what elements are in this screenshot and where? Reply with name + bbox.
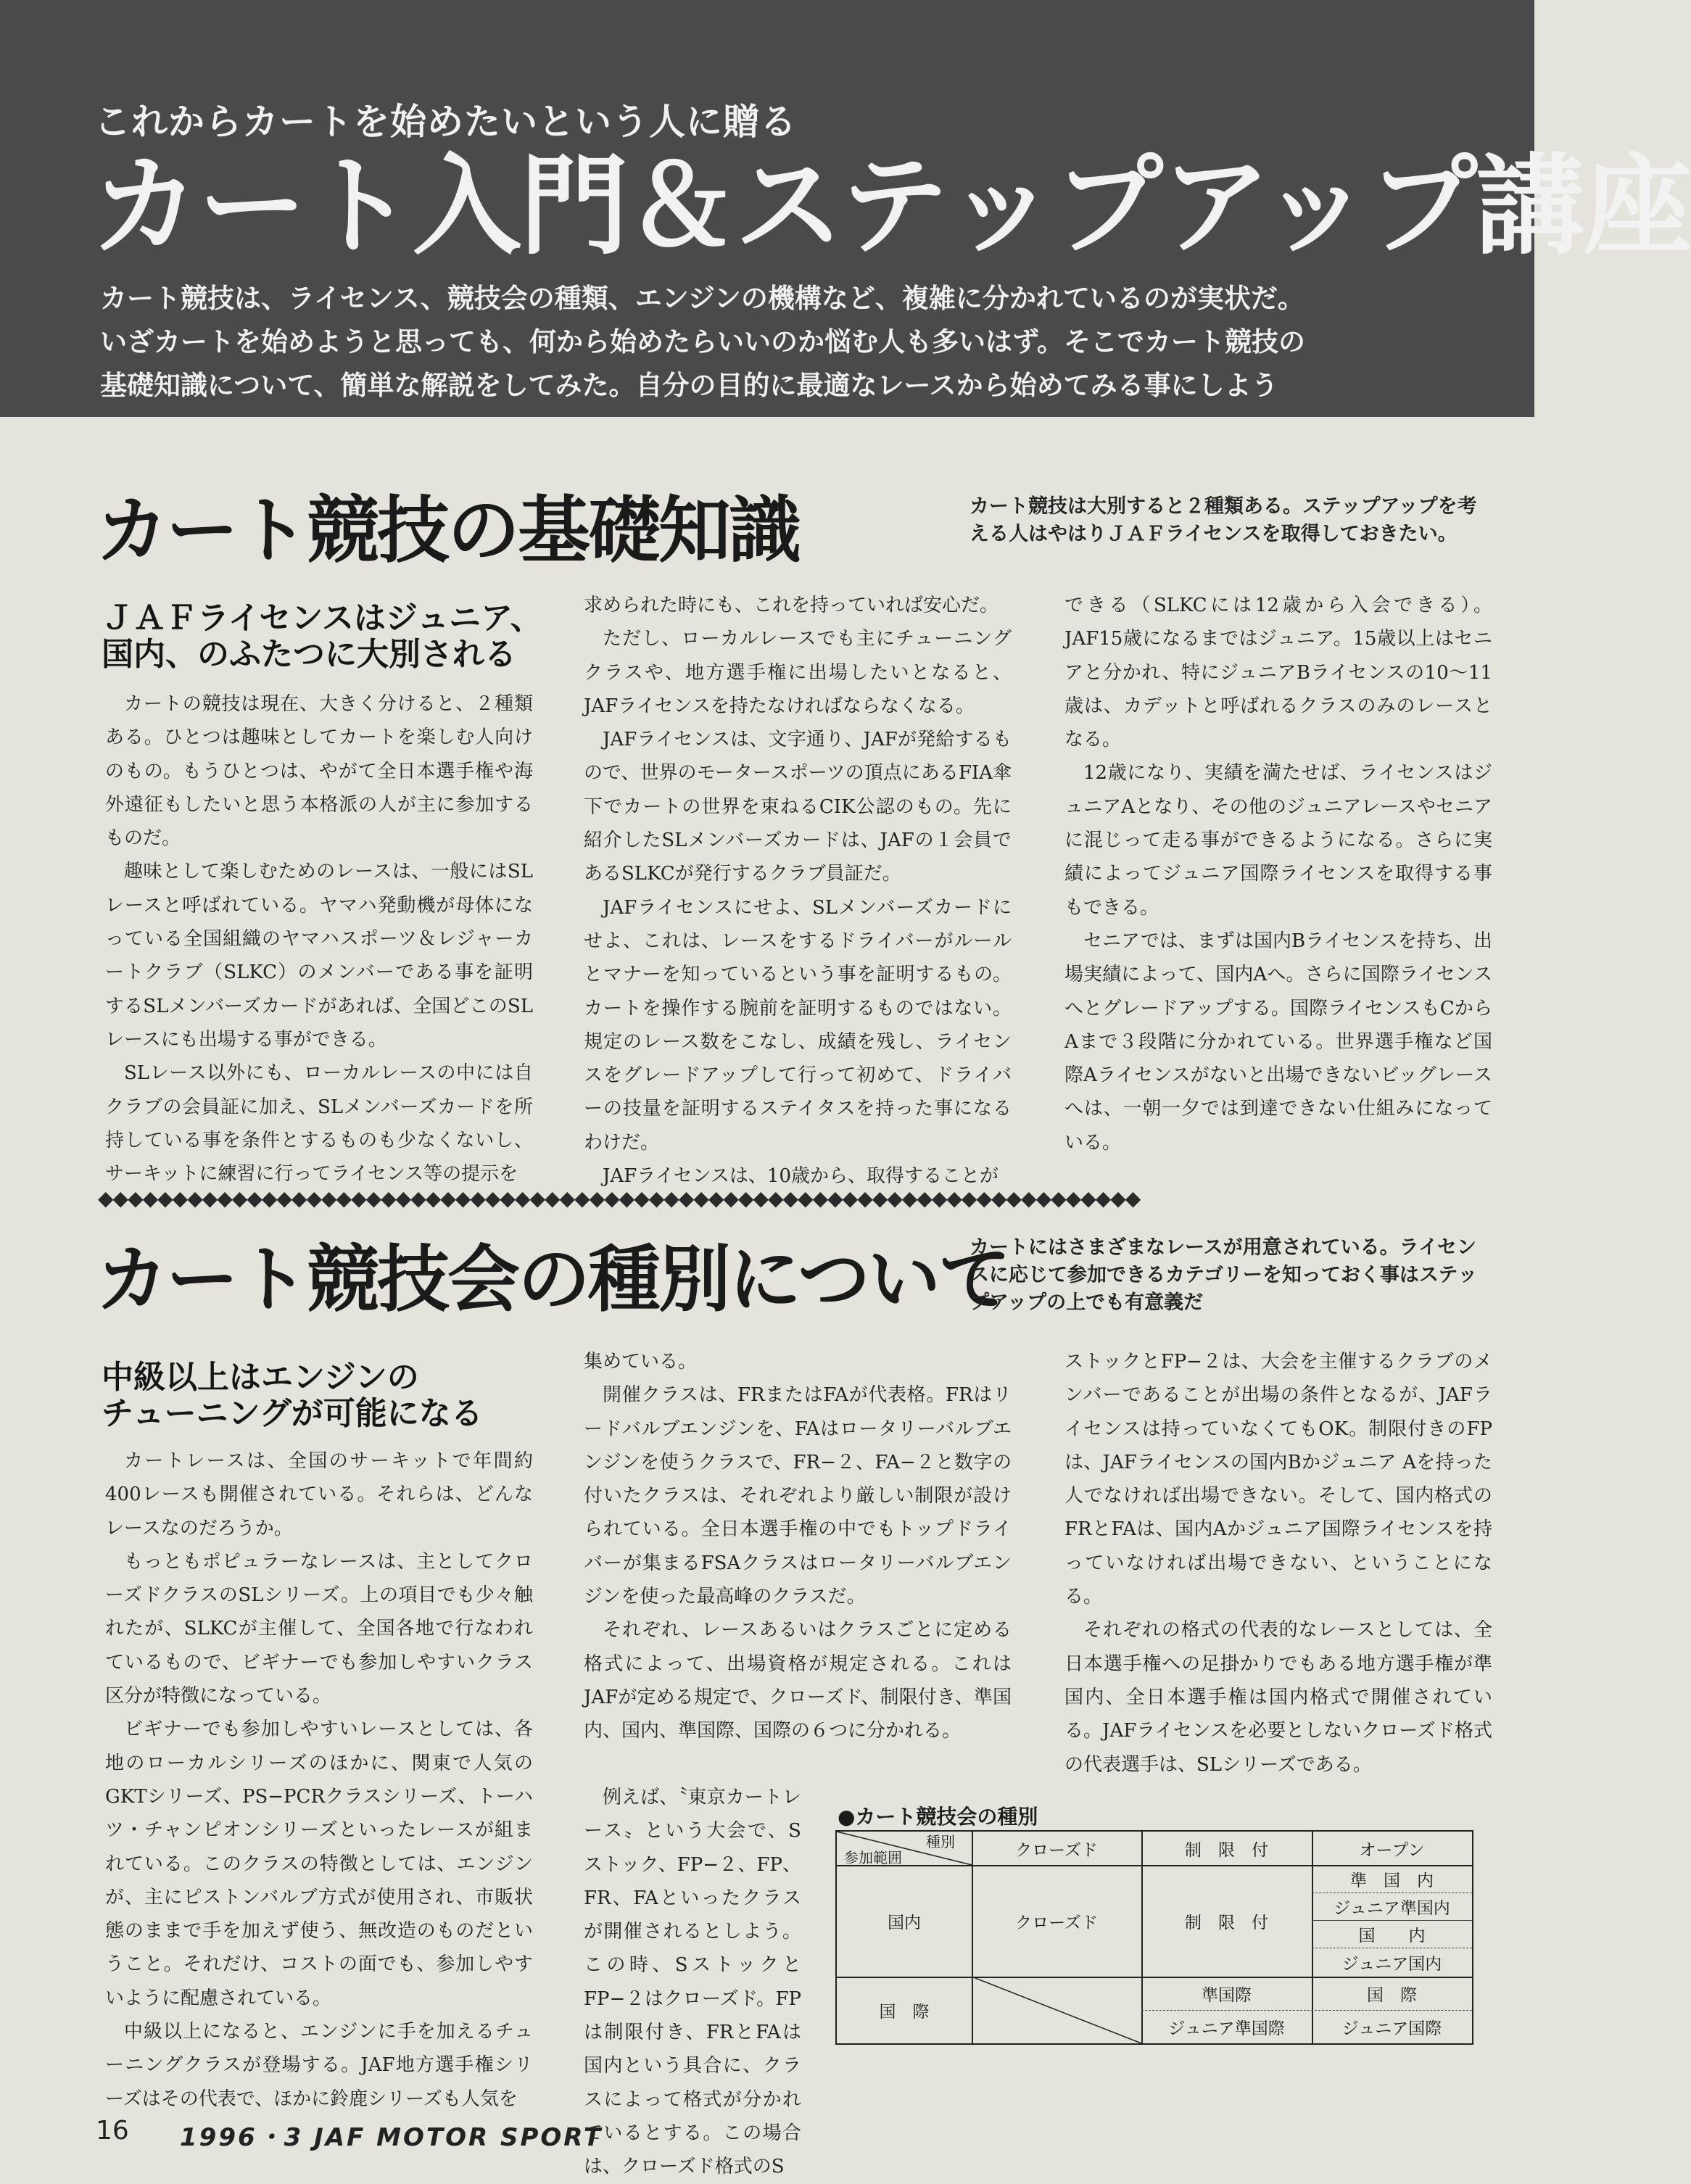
header-banner [0, 0, 1691, 417]
kicker: これからカートを始めたいという人に贈る [94, 101, 797, 143]
section2-column-3 [1064, 1345, 1492, 1776]
paragraph: 集めている。 [584, 1351, 698, 1373]
section2-note: カートにはさまざまなレースが用意されている。ライセンスに応じて参加できるカテゴリーを知っておく事はステップアップの上でも有意義だ [969, 1236, 1478, 1314]
section1-note: カート競技は大別すると２種類ある。ステップアップを考える人はやはりＪＡＦライセンスを取得しておきたい。 [969, 495, 1477, 545]
subhead-line: ＪＡＦライセンスはジュニア、 [102, 600, 542, 637]
cell-open-junior-domestic: ジュニア国内 [1341, 1954, 1442, 1974]
cell-open-semi-domestic: 準 国 内 [1350, 1871, 1434, 1890]
section2-subhead [102, 1360, 483, 1432]
lead-line: 基礎知識について、簡単な解説をしてみた。自分の目的に最適なレースから始めてみる事にしよう [100, 370, 1278, 401]
header-closed: クローズド [1015, 1840, 1098, 1860]
paragraph: 中級以上になると、エンジンに手を加えるチューニングクラスが登場する。JAF地方選手権シリーズはその代表で、ほかに鈴鹿シリーズも人気を [105, 2021, 533, 2110]
cell-open-domestic: 国 内 [1358, 1926, 1426, 1945]
corner-label-scope: 参加範囲 [844, 1848, 902, 1866]
section1-column-2 [584, 589, 1012, 1188]
paragraph: 開催クラスは、FRまたはFAが代表格。FRはリードバルブエンジンを、FAはロータリーバルブエンジンを使うクラスで、FR−２、FA−２と数字の付いたクラスは、それぞれより厳しい制限が設けられている。全日本選手権の中でもトップドライバーが集まるFSAクラスはロータリーバルブエンジンを使った最高峰のクラスだ。 [584, 1384, 1012, 1608]
section2-column-2 [584, 1345, 1012, 1780]
competition-type-table [835, 1830, 1473, 2045]
subhead-line: 国内、のふたつに大別される [102, 636, 516, 673]
paragraph: ストックとFP−２は、大会を主催するクラブのメンバーであることが出場の条件となるが、JAFライセンスは持っていなくてもOK。制限付きのFPは、JAFライセンスの国内Bかジュニア Aを持った人でなければ出場できない。そして、国内格式のFRとFAは、国内Aかジュニア国際ライセンスを持っていなければ出場できない、ということになる。 [1064, 1351, 1492, 1608]
paragraph: カートの競技は現在、大きく分けると、２種類ある。ひとつは趣味としてカートを楽しむ人向けのもの。もうひとつは、やがて全日本選手権や海外遠征もしたいと思う本格派の人が主に参加するものだ。 [105, 693, 533, 850]
paragraph: それぞれの格式の代表的なレースとしては、全日本選手権への足掛かりでもある地方選手権が準国内、全日本選手権は国内格式で開催されている。JAFライセンスを必要としないクローズド格式の代表選手は、SLシリーズである。 [1064, 1619, 1492, 1776]
paragraph: それぞれ、レースあるいはクラスごとに定める格式によって、出場資格が規定される。これはJAFが定める規定で、クローズド、制限付き、準国内、国内、準国際、国際の６つに分かれる。 [584, 1619, 1012, 1742]
corner-label-type: 種別 [926, 1832, 955, 1850]
section1-column-3 [1064, 589, 1492, 1154]
section2-column-1 [105, 1444, 533, 2110]
closed-international-diagonal [972, 1977, 1141, 2043]
diamond-divider: ◆◆◆◆◆◆◆◆◆◆◆◆◆◆◆◆◆◆◆◆◆◆◆◆◆◆◆◆◆◆◆◆◆◆◆◆◆◆◆◆◆◆◆◆◆◆◆◆◆◆◆◆◆◆◆◆◆◆◆◆◆◆◆◆◆◆◆◆◆◆ [98, 1186, 1141, 1210]
cell-open-junior-semi-domestic: ジュニア準国内 [1334, 1898, 1450, 1918]
row-label-international: 国 際 [879, 2002, 930, 2022]
lead-text [100, 277, 1463, 408]
cell-limited-junior-semi-international: ジュニア準国際 [1168, 2019, 1285, 2038]
section2-title: カート競技会の種別について [96, 1237, 1009, 1322]
page-number: 16 [96, 2116, 129, 2146]
paragraph: セニアでは、まずは国内Bライセンスを持ち、出場実績によって、国内Aへ。さらに国際ライセンスへとグレードアップする。国際ライセンスもCからAまで３段階に分かれている。世界選手権など国際Aライセンスがないと出場できないビッグレースへは、一朝一夕では到達できない仕組みになっている。 [1064, 930, 1492, 1154]
subhead-line: 中級以上はエンジンの [102, 1359, 419, 1396]
row-label-domestic: 国内 [888, 1913, 921, 1932]
paragraph: できる（SLKCには12歳から入会できる）。JAF15歳になるまではジュニア。15歳以上はセニアと分かれ、特にジュニアBライセンスの10〜11歳は、カデットと呼ばれるクラスのみのレースとなる。 [1064, 595, 1492, 751]
paragraph: 趣味として楽しむためのレースは、一般にはSLレースと呼ばれている。ヤマハ発動機が母体になっている全国組織のヤマハスポーツ＆レジャーカートクラブ（SLKC）のメンバーである事を証明するSLメンバーズカードがあれば、全国どこのSLレースにも出場する事ができる。 [105, 861, 533, 1051]
section1-title: カート競技の基礎知識 [96, 488, 799, 573]
cell-limited-semi-international: 準国際 [1202, 1985, 1252, 2005]
table-title: ●カート競技会の種別 [838, 1805, 1038, 1829]
lead-line: カート競技は、ライセンス、競技会の種類、エンジンの機構など、複雑に分かれているのが実状だ。 [100, 283, 1305, 314]
cell-open-junior-international: ジュニア国際 [1341, 2019, 1442, 2038]
paragraph: SLレース以外にも、ローカルレースの中には自クラブの会員証に加え、SLメンバーズカードを所持している事を条件とするものも少なくないし、サーキットに練習に行ってライセンス等の提示を [105, 1062, 533, 1186]
header-open: オープン [1359, 1840, 1425, 1860]
lead-line: いざカートを始めようと思っても、何から始めたらいいのか悩む人も多いはず。そこでカート競技の [100, 326, 1306, 357]
paragraph: 求められた時にも、これを持っていれば安心だ。 [584, 595, 999, 616]
paragraph: JAFライセンスは、10歳から、取得することが [603, 1165, 999, 1188]
header-limited: 制 限 付 [1185, 1840, 1268, 1860]
paragraph: JAFライセンスにせよ、SLメンバーズカードにせよ、これは、レースをするドライバーがルールとマナーを知っているという事を証明するもの。カートを操作する腕前を証明するものではない。規定のレース数をこなし、成績を残し、ライセンスをグレードアップして行って初めて、ドライバーの技量を証明するステイタスを持った事になるわけだ。 [584, 896, 1012, 1154]
section1-subhead [102, 600, 542, 673]
magazine-issue: 1996・3 JAF MOTOR SPORT [180, 2123, 603, 2152]
paragraph: カートレースは、全国のサーキットで年間約400レースも開催されている。それらは、どんなレースなのだろうか。 [105, 1450, 533, 1539]
cell-limited-domestic: 制 限 付 [1185, 1913, 1268, 1932]
paragraph: 例えば、〝東京カートレース〟という大会で、Sストック、FP−２、FP、FR、FAといったクラスが開催されるとしよう。この時、Sストックと FP−２はクローズド。FPは制限付き、FRとFAは国内という具合に、クラスによって格式が分かれているとする。この場合は、クローズド格式のS [584, 1787, 801, 2178]
cell-open-international: 国 際 [1367, 1985, 1417, 2005]
section2-column-2-narrow [584, 1781, 801, 2178]
page-title: カート入門＆ステップアップ講座 [91, 144, 1691, 270]
section1-column-1 [105, 687, 533, 1186]
paragraph: ビギナーでも参加しやすいレースとしては、各地のローカルシリーズのほかに、関東で人気のGKTシリーズ、PS−PCRクラスシリーズ、トーハツ・チャンピオンシリーズといったレースが組まれている。このクラスの特徴としては、エンジンが、主にピストンバルブ方式が使用され、市販状態のままで手を加えず使う、無改造のものだということ。それだけ、コストの面でも、参加しやすいように配慮されている。 [105, 1718, 533, 2009]
cell-closed-domestic: クローズド [1015, 1913, 1098, 1932]
paragraph: もっともポピュラーなレースは、主としてクローズドクラスのSLシリーズ。上の項目でも少々触れたが、SLKCが主催して、全国各地で行なわれているもので、ビギナーでも参加しやすいクラス区分が特徴になっている。 [105, 1550, 533, 1708]
paragraph: ただし、ローカルレースでも主にチューニングクラスや、地方選手権に出場したいとなると、JAFライセンスを持たなければならなくなる。 [584, 628, 1012, 717]
paragraph: JAFライセンスは、文字通り、JAFが発給するもので、世界のモータースポーツの頂点にあるFIA傘下でカートの世界を束ねるCIK公認のもの。先に紹介したSLメンバーズカードは、JAFの１会員であるSLKCが発行するクラブ員証だ。 [584, 729, 1012, 885]
subhead-line: チューニングが可能になる [102, 1395, 483, 1432]
paragraph: 12歳になり、実績を満たせば、ライセンスはジュニアAとなり、その他のジュニアレースやセニアに混じって走る事ができるようになる。さらに実績によってジュニア国際ライセンスを取得する事もできる。 [1064, 762, 1492, 919]
